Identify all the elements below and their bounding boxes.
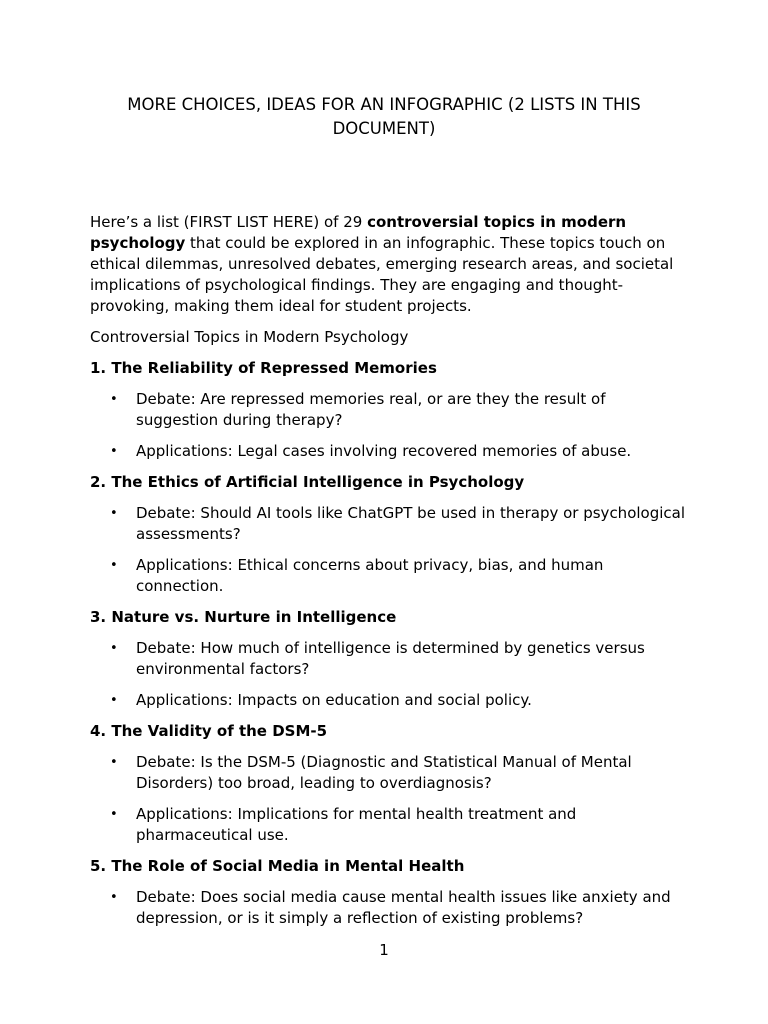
- topic-item: [90, 358, 690, 462]
- bullet-text: Applications: Legal cases involving recovered memories of abuse.: [136, 442, 632, 460]
- topic-heading: 3. Nature vs. Nurture in Intelligence: [90, 608, 397, 626]
- bullet-icon: •: [110, 755, 118, 770]
- bullet-icon: •: [110, 558, 118, 573]
- bullet-icon: •: [110, 444, 118, 459]
- topic-item: [90, 721, 690, 846]
- topic-item: [90, 472, 690, 597]
- document-title: MORE CHOICES, IDEAS FOR AN INFOGRAPHIC (2 LISTS IN THIS DOCUMENT): [127, 95, 641, 138]
- bullet-text: Debate: Should AI tools like ChatGPT be used in therapy or psychological assessments?: [136, 504, 686, 543]
- bullet-icon: •: [110, 506, 118, 521]
- intro-paragraph: [90, 212, 690, 317]
- topic-item: [90, 856, 690, 929]
- topic-bullet-list: [90, 887, 690, 929]
- topic-bullet-list: [90, 638, 690, 711]
- bullet-text: Debate: Is the DSM-5 (Diagnostic and Statistical Manual of Mental Disorders) too broad, leading to overdiagnosis?: [136, 753, 632, 792]
- intro-bold-phrase: controversial topics in modern psychology: [90, 213, 627, 252]
- bullet-icon: •: [110, 641, 118, 656]
- intro-text-end: that could be explored in an infographic. These topics touch on ethical dilemmas, unresolved debates, emerging research areas, and societal implications of psychological findings. They are engaging and thought-provoking, making them ideal for student projects.: [90, 234, 674, 315]
- bullet-text: Applications: Implications for mental health treatment and pharmaceutical use.: [136, 805, 577, 844]
- bullet-icon: •: [110, 890, 118, 905]
- bullet-icon: •: [110, 807, 118, 822]
- bullet-text: Applications: Impacts on education and social policy.: [136, 691, 532, 709]
- topic-bullet-list: [90, 503, 690, 597]
- topic-bullet: [90, 690, 690, 711]
- topic-bullet-list: [90, 752, 690, 846]
- topic-bullet: [90, 752, 690, 794]
- topic-heading: 5. The Role of Social Media in Mental Health: [90, 857, 465, 875]
- bullet-icon: •: [110, 392, 118, 407]
- bullet-text: Debate: Are repressed memories real, or are they the result of suggestion during therapy?: [136, 390, 606, 429]
- topic-bullet: [90, 638, 690, 680]
- topic-item: [90, 607, 690, 711]
- topic-bullet: [90, 555, 690, 597]
- topic-bullet: [90, 441, 690, 462]
- topic-heading: 1. The Reliability of Repressed Memories: [90, 359, 437, 377]
- topic-heading: 4. The Validity of the DSM-5: [90, 722, 328, 740]
- page-number: 1: [379, 941, 389, 959]
- intro-text-start: Here’s a list (FIRST LIST HERE) of 29: [90, 213, 368, 231]
- topic-bullet: [90, 887, 690, 929]
- section-heading: Controversial Topics in Modern Psychology: [90, 328, 409, 346]
- topic-heading: 2. The Ethics of Artificial Intelligence in Psychology: [90, 473, 525, 491]
- bullet-text: Debate: Does social media cause mental health issues like anxiety and depression, or is it simply a reflection of existing problems?: [136, 888, 671, 927]
- bullet-text: Applications: Ethical concerns about privacy, bias, and human connection.: [136, 556, 604, 595]
- bullet-text: Debate: How much of intelligence is determined by genetics versus environmental factors?: [136, 639, 645, 678]
- topic-bullet-list: [90, 389, 690, 462]
- bullet-icon: •: [110, 693, 118, 708]
- topic-bullet: [90, 389, 690, 431]
- document-body: [90, 212, 690, 939]
- topic-bullet: [90, 503, 690, 545]
- topic-bullet: [90, 804, 690, 846]
